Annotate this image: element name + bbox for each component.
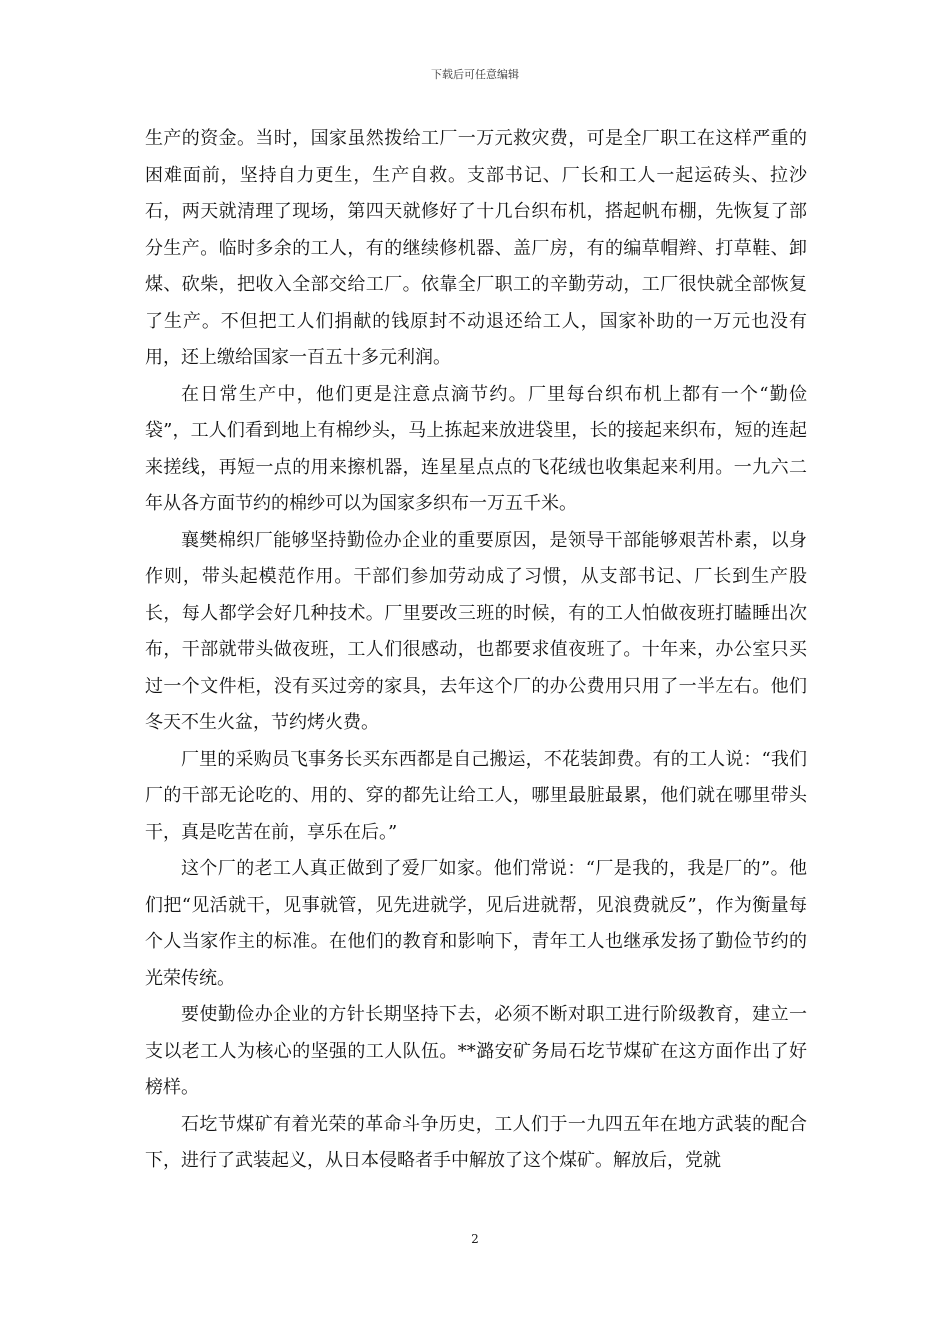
paragraph: 要使勤俭办企业的方针长期坚持下去，必须不断对职工进行阶级教育，建立一支以老工人为核心的坚强的工人队伍。**潞安矿务局石圪节煤矿在这方面作出了好榜样。 bbox=[145, 1004, 807, 1098]
paragraph-continuation: 生产的资金。当时，国家虽然拨给工厂一万元救灾费，可是全厂职工在这样严重的困难面前，坚持自力更生，生产自救。支部书记、厂长和工人一起运砖头、拉沙石，两天就清理了现场，第四天就修好了十几台织布机，搭起帆布棚，先恢复了部分生产。临时多余的工人，有的继续修机器、盖厂房，有的编草帽辫、打草鞋、卸煤、砍柴，把收入全部交给工厂。依靠全厂职工的辛勤劳动，工厂很快就全部恢复了生产。不但把工人们捐献的钱原封不动退还给工人，国家补助的一万元也没有用，还上缴给国家一百五十多元利润。 bbox=[145, 128, 807, 368]
paragraph: 襄樊棉织厂能够坚持勤俭办企业的重要原因，是领导干部能够艰苦朴素，以身作则，带头起模范作用。干部们参加劳动成了习惯，从支部书记、厂长到生产股长，每人都学会好几种技术。厂里要改三班的时候，有的工人怕做夜班打瞌睡出次布，干部就带头做夜班，工人们很感动，也都要求值夜班了。十年来，办公室只买过一个文件柜，没有买过旁的家具，去年这个厂的办公费用只用了一半左右。他们冬天不生火盆，节约烤火费。 bbox=[145, 529, 807, 733]
paragraph: 在日常生产中，他们更是注意点滴节约。厂里每台织布机上都有一个“勤俭袋”，工人们看到地上有棉纱头，马上拣起来放进袋里，长的接起来织布，短的连起来搓线，再短一点的用来擦机器，连星星点点的飞花绒也收集起来利用。一九六二年从各方面节约的棉纱可以为国家多织布一万五千米。 bbox=[145, 383, 807, 514]
page-header: 下载后可任意编辑 bbox=[431, 68, 519, 81]
paragraph: 厂里的采购员飞事务长买东西都是自己搬运，不花装卸费。有的工人说：“我们厂的干部无论吃的、用的、穿的都先让给工人，哪里最脏最累，他们就在哪里带头干，真是吃苦在前，享乐在后。” bbox=[145, 748, 807, 843]
document-body bbox=[145, 121, 807, 1180]
paragraph: 这个厂的老工人真正做到了爱厂如家。他们常说：“厂是我的，我是厂的”。他们把“见活就干，见事就管，见先进就学，见后进就帮，见浪费就反”，作为衡量每个人当家作主的标准。在他们的教育和影响下，青年工人也继承发扬了勤俭节约的光荣传统。 bbox=[145, 858, 807, 989]
paragraph: 石圪节煤矿有着光荣的革命斗争历史，工人们于一九四五年在地方武装的配合下，进行了武装起义，从日本侵略者手中解放了这个煤矿。解放后，党就 bbox=[145, 1113, 807, 1171]
page-number: 2 bbox=[471, 1232, 479, 1246]
